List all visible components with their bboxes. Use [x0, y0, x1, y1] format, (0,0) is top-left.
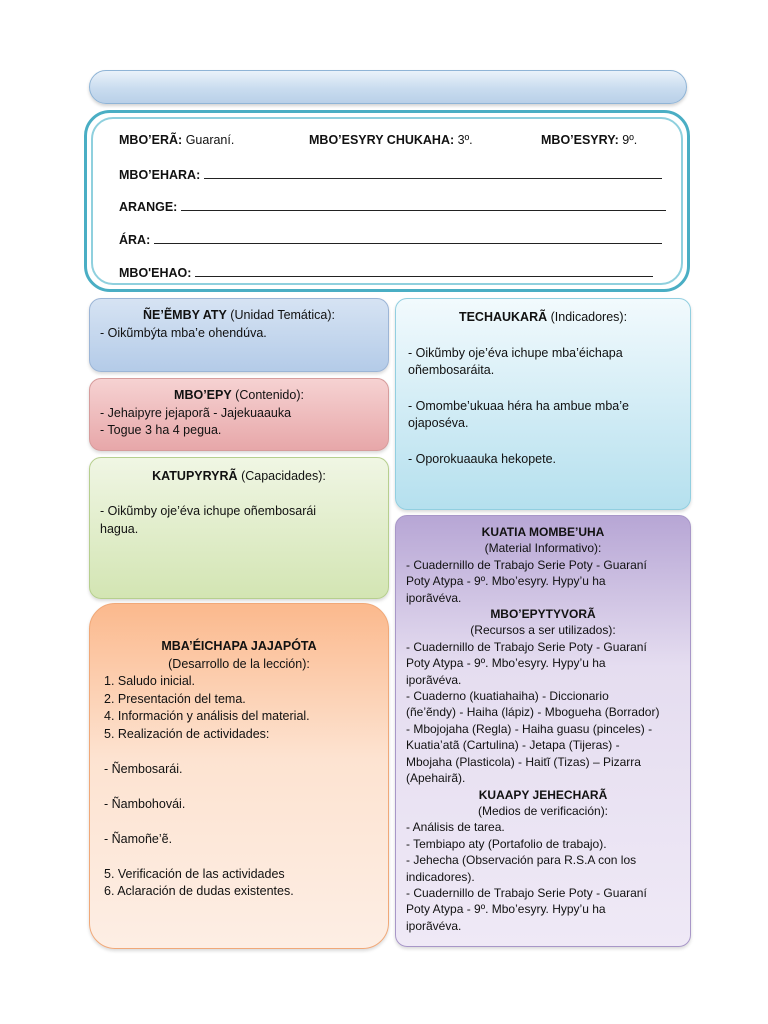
thematic-unit-title-rest: (Unidad Temática):: [230, 308, 335, 322]
time-label: ARANGE:: [119, 200, 178, 214]
material-informative-subtitle: (Material Informativo):: [484, 541, 602, 556]
resources-line: - Mbojojaha (Regla) - Haiha guasu (pinceles) -: [406, 721, 653, 736]
lesson-step: 5. Realización de actividades:: [104, 726, 270, 741]
spacer: [100, 486, 378, 504]
spacer: [104, 813, 374, 831]
thematic-unit-card: [89, 298, 389, 372]
thematic-unit-title-bold: ÑE’ẼMBY ATY: [143, 308, 227, 322]
verification-line: Poty Atypa - 9º. Mbo’esyry. Hypy’u ha: [406, 902, 606, 917]
capacities-title-rest: (Capacidades):: [241, 469, 326, 483]
school-label: MBO'EHAO:: [119, 266, 192, 280]
spacer: [104, 778, 374, 796]
lesson-development-card: [89, 603, 389, 949]
spacer: [104, 848, 374, 866]
resources-line: Kuatia’atã (Cartulina) - Jetapa (Tijeras) -: [406, 738, 620, 753]
resources-line: (Apehairã).: [406, 771, 466, 786]
date-label: ÁRA:: [119, 233, 151, 247]
content-title-bold: MBO’EPY: [174, 388, 232, 402]
capacities-line: hagua.: [100, 521, 139, 536]
cycle-label: MBO’ESYRY CHUKAHA:: [309, 133, 455, 147]
lesson-activity: - Ñembosarái.: [104, 761, 183, 776]
content-title: [100, 387, 378, 405]
cycle-value: 3º.: [457, 133, 473, 147]
lesson-title: MBA’ÉICHAPA JAJAPÓTA: [161, 639, 317, 653]
content-line: - Togue 3 ha 4 pegua.: [100, 423, 222, 437]
lesson-subtitle: (Desarrollo de la lección):: [168, 656, 310, 671]
verification-line: iporãvéva.: [406, 918, 462, 933]
spacer: [408, 380, 678, 398]
capacities-title-bold: KATUPYRYRÃ: [152, 469, 238, 483]
indicators-title-rest: (Indicadores):: [550, 310, 628, 324]
resources-line: Mbojaha (Plasticola) - Haitĩ (Tizas) – Pizarra: [406, 754, 641, 769]
materials-card: [395, 515, 691, 947]
spacer: [104, 743, 374, 761]
lesson-step: 1. Saludo inicial.: [104, 674, 196, 688]
date-line[interactable]: [154, 232, 662, 244]
resources-subtitle: (Recursos a ser utilizados):: [470, 623, 616, 638]
indicator-line: oñembosaráita.: [408, 363, 495, 377]
lesson-activity: - Ñamoñe’ẽ.: [104, 831, 173, 846]
verification-subtitle: (Medios de verificación):: [477, 803, 609, 818]
subject-label: MBO’ERÃ:: [119, 133, 183, 147]
capacities-line: - Oikũmby oje’éva ichupe oñembosarái: [100, 504, 317, 518]
indicators-title: [408, 309, 678, 327]
indicator-line: - Oporokuaauka hekopete.: [408, 451, 557, 466]
resources-line: - Cuaderno (kuatiahaiha) - Diccionario: [406, 689, 609, 704]
verification-line: indicadores).: [406, 869, 475, 884]
thematic-unit-line: - Oikũmbýta mba’e ohendúva.: [100, 325, 267, 340]
thematic-unit-title: [100, 307, 378, 325]
indicators-card: [395, 298, 691, 510]
lesson-step: 6. Aclaración de dudas existentes.: [104, 884, 294, 898]
verification-line: - Tembiapo aty (Portafolio de trabajo).: [406, 836, 607, 851]
time-line[interactable]: [181, 199, 666, 211]
content-line: - Jehaipyre jejaporã - Jajekuaauka: [100, 405, 292, 420]
verification-line: - Análisis de tarea.: [406, 820, 505, 835]
indicator-line: - Oikũmby oje’éva ichupe mba’éichapa: [408, 345, 623, 360]
lesson-activity: - Ñambohovái.: [104, 796, 186, 811]
resources-line: - Cuadernillo de Trabajo Serie Poty - Guaraní: [406, 639, 647, 654]
capacities-title: [100, 468, 378, 486]
school-row: [119, 265, 653, 280]
header-frame: [84, 110, 690, 292]
resources-line: Poty Atypa - 9º. Mbo’esyry. Hypy’u ha: [406, 656, 606, 671]
teacher-line[interactable]: [204, 167, 662, 179]
header-inner: [91, 117, 683, 285]
resources-line: (ñe’ẽndy) - Haiha (lápiz) - Mbogueha (Borrador): [406, 705, 660, 720]
capacities-card: [89, 457, 389, 599]
lesson-step: 5. Verificación de las actividades: [104, 866, 285, 881]
content-card: [89, 378, 389, 451]
indicator-line: - Omombe’ukuaa héra ha ambue mba’e: [408, 398, 629, 413]
grade-label: MBO’ESYRY:: [541, 133, 619, 147]
title-banner: [89, 70, 687, 104]
verification-title: KUAAPY JEHECHARÃ: [478, 787, 608, 802]
spacer: [408, 433, 678, 451]
lesson-step: 4. Información y análisis del material.: [104, 709, 310, 723]
lesson-step: 2. Presentación del tema.: [104, 691, 246, 706]
cycle-row: [309, 133, 473, 147]
grade-row: [541, 133, 637, 147]
indicator-line: ojaposéva.: [408, 416, 469, 430]
verification-line: - Cuadernillo de Trabajo Serie Poty - Guaraní: [406, 885, 647, 900]
indicators-title-bold: TECHAUKARÃ: [458, 310, 548, 324]
material-line: iporãvéva.: [406, 590, 462, 605]
verification-line: - Jehecha (Observación para R.S.A con los: [406, 853, 637, 868]
resources-title: MBO’EPYTYVORÃ: [490, 607, 596, 622]
date-row: [119, 232, 662, 247]
subject-row: [119, 133, 234, 147]
content-title-rest: (Contenido):: [235, 388, 304, 402]
material-line: - Cuadernillo de Trabajo Serie Poty - Guaraní: [406, 557, 647, 572]
material-informative-title: KUATIA MOMBE’UHA: [481, 525, 605, 539]
subject-value: Guaraní.: [185, 133, 235, 147]
school-line[interactable]: [195, 265, 653, 277]
grade-value: 9º.: [622, 133, 638, 147]
resources-line: iporãvéva.: [406, 672, 462, 687]
material-line: Poty Atypa - 9º. Mbo’esyry. Hypy’u ha: [406, 574, 606, 589]
teacher-row: [119, 167, 662, 182]
spacer: [408, 327, 678, 345]
teacher-label: MBO’EHARA:: [119, 168, 201, 182]
time-row: [119, 199, 666, 214]
